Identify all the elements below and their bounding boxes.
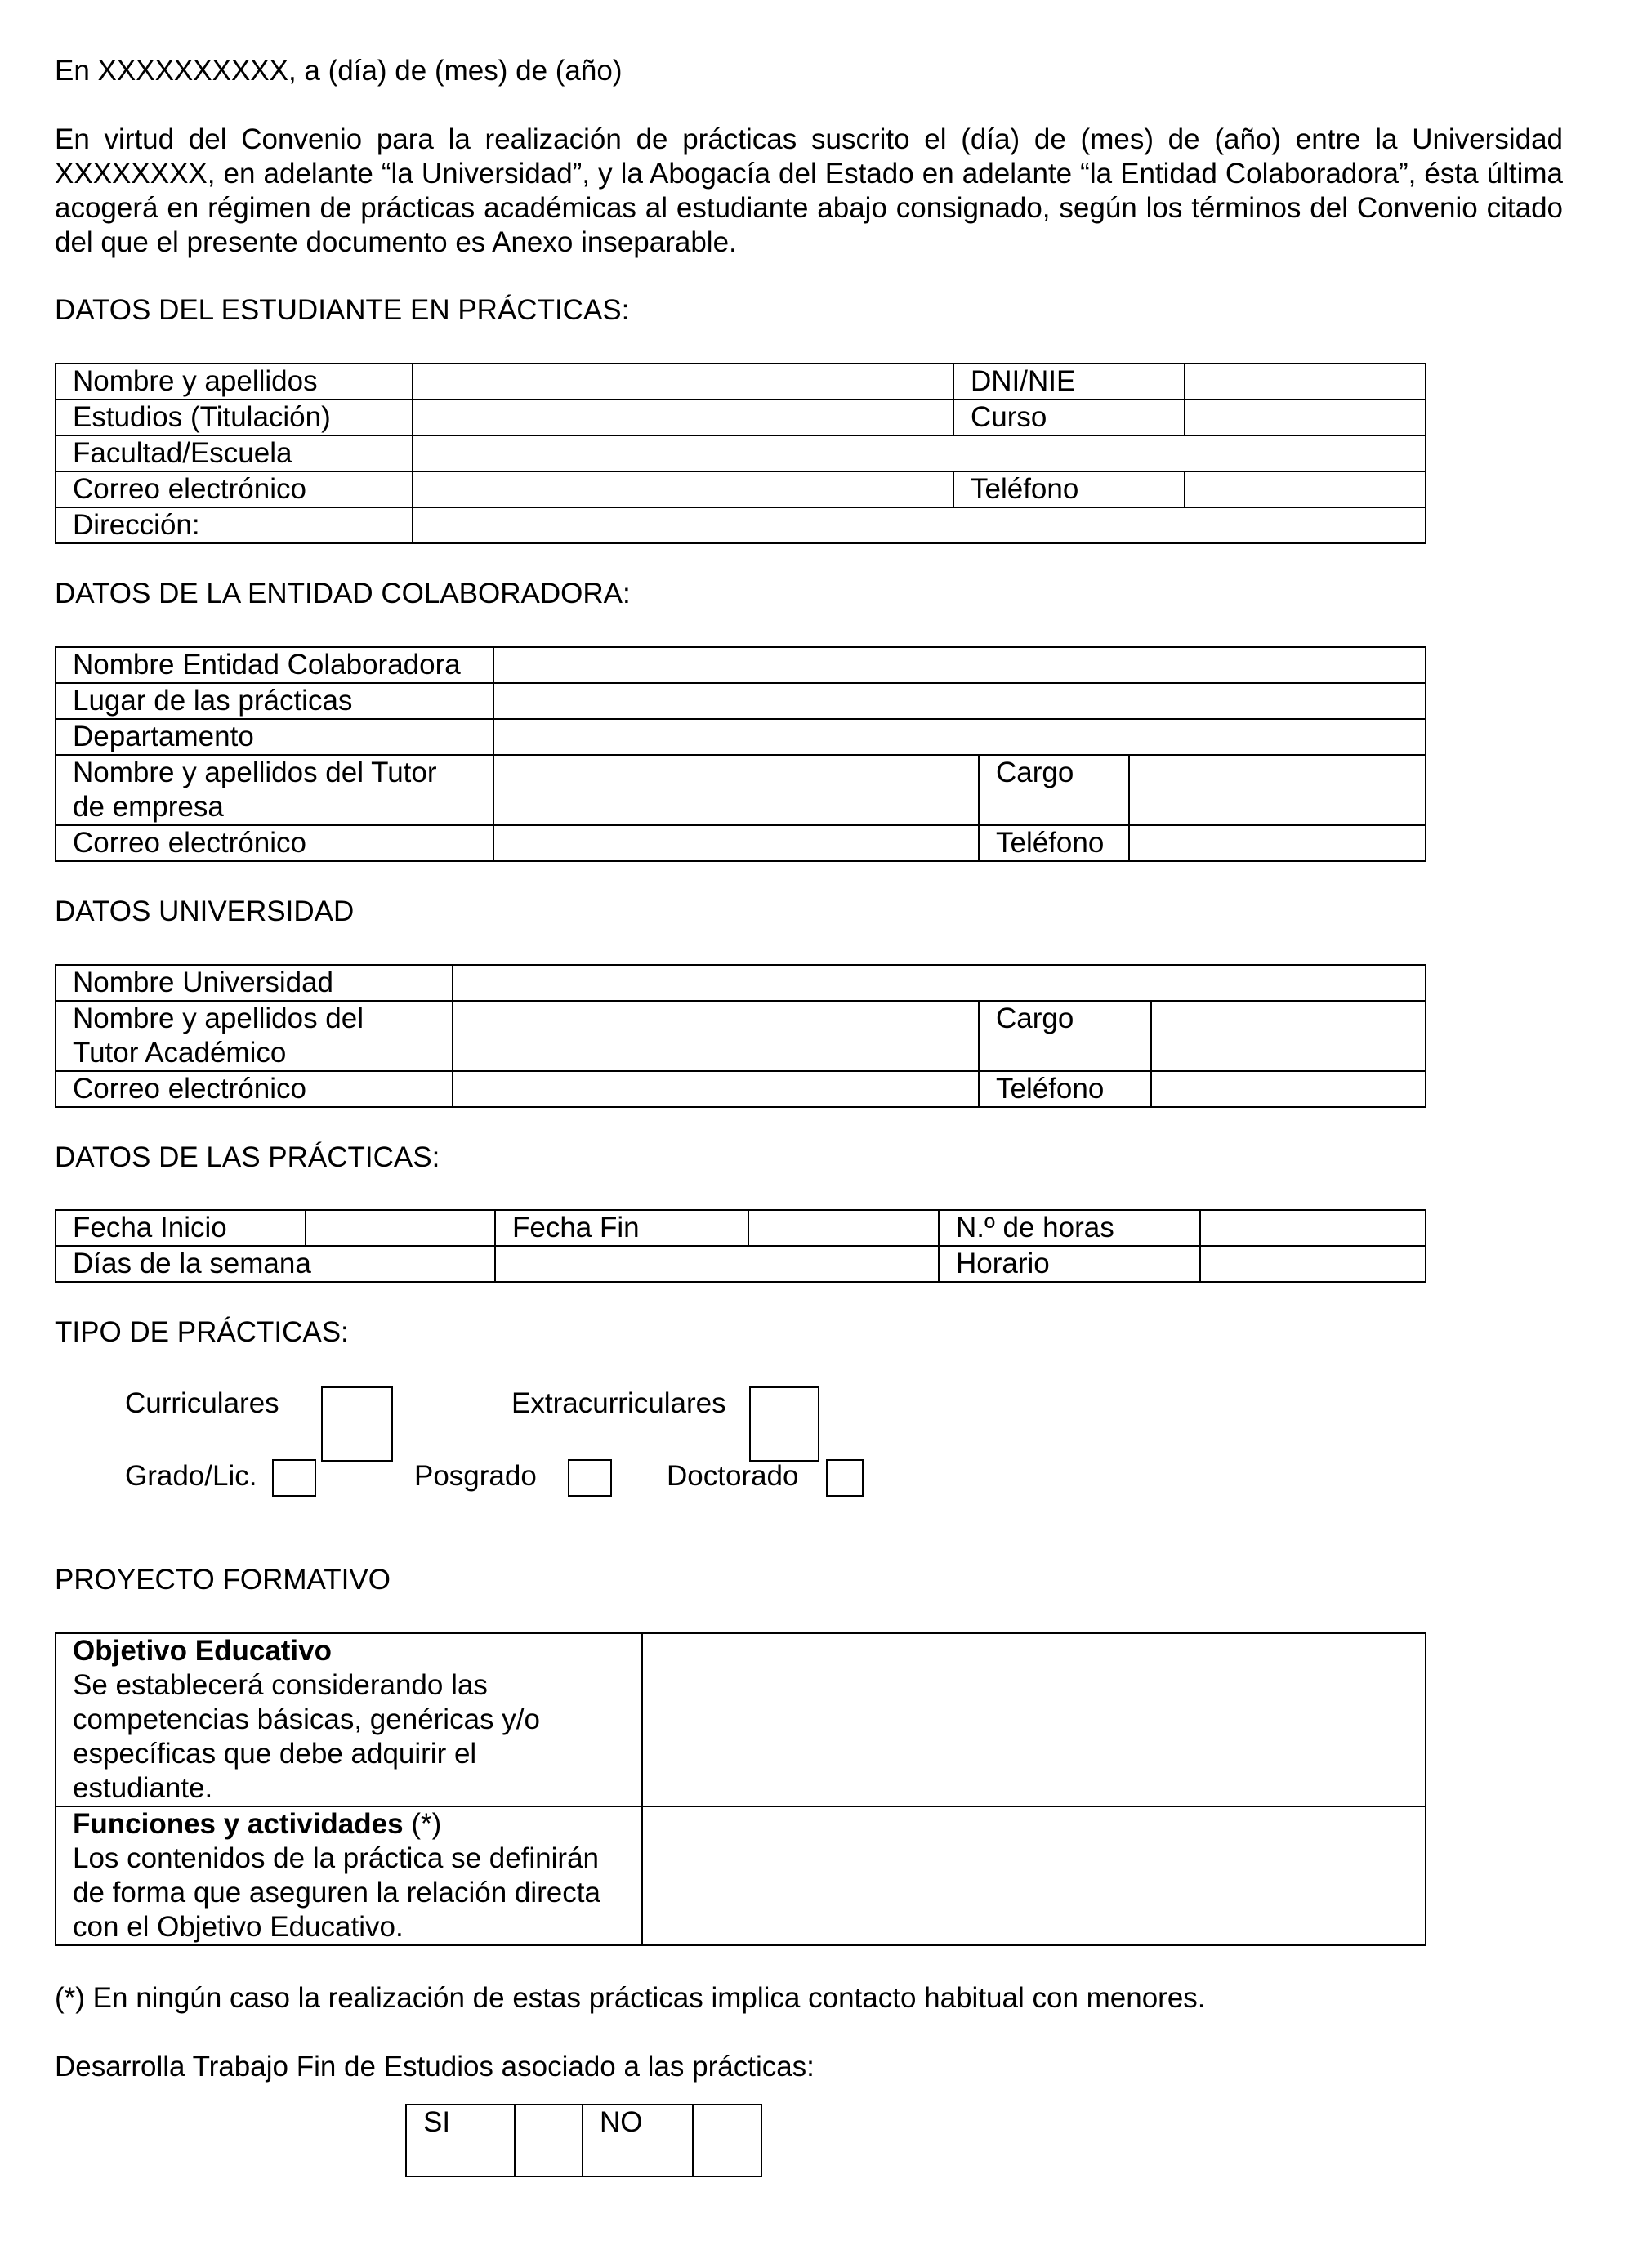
student-id-field[interactable] bbox=[1185, 364, 1426, 400]
functions-line3: con el Objetivo Educativo. bbox=[73, 1911, 404, 1943]
functions-label bbox=[56, 1806, 642, 1945]
tfe-yes-label: SI bbox=[406, 2105, 515, 2176]
table-row bbox=[56, 507, 1426, 543]
entity-department-field[interactable] bbox=[493, 719, 1426, 755]
student-course-field[interactable] bbox=[1185, 400, 1426, 435]
functions-line2: de forma que aseguren la relación directa bbox=[73, 1877, 600, 1909]
entity-tutor-field[interactable] bbox=[493, 755, 979, 825]
university-table bbox=[55, 964, 1426, 1108]
student-table bbox=[55, 363, 1426, 544]
student-address-field[interactable] bbox=[413, 507, 1426, 543]
degree-label: Grado/Lic. bbox=[125, 1460, 257, 1492]
university-name-field[interactable] bbox=[453, 965, 1426, 1001]
table-row bbox=[56, 435, 1426, 471]
university-tutor-label-line2: Tutor Académico bbox=[73, 1037, 287, 1069]
university-phone-label: Teléfono bbox=[979, 1071, 1151, 1107]
entity-department-label: Departamento bbox=[56, 719, 493, 755]
degree-checkbox[interactable] bbox=[272, 1459, 316, 1497]
entity-name-label: Nombre Entidad Colaboradora bbox=[56, 647, 493, 683]
objective-line3: específicas que debe adquirir el bbox=[73, 1738, 477, 1770]
functions-mark: (*) bbox=[403, 1808, 442, 1840]
student-name-label: Nombre y apellidos bbox=[56, 364, 413, 400]
entity-phone-field[interactable] bbox=[1129, 825, 1426, 861]
table-row bbox=[56, 400, 1426, 435]
entity-position-label: Cargo bbox=[979, 755, 1129, 825]
objective-title: Objetivo Educativo bbox=[73, 1635, 332, 1667]
tfe-question: Desarrolla Trabajo Fin de Estudios asociado a las prácticas: bbox=[55, 2051, 815, 2083]
weekdays-label: Días de la semana bbox=[56, 1246, 495, 1282]
weekdays-field[interactable] bbox=[495, 1246, 939, 1282]
entity-tutor-label-line2: de empresa bbox=[73, 791, 224, 823]
table-row bbox=[56, 471, 1426, 507]
table-row bbox=[56, 364, 1426, 400]
student-phone-field[interactable] bbox=[1185, 471, 1426, 507]
table-row bbox=[56, 1001, 1426, 1071]
end-date-label: Fecha Fin bbox=[495, 1210, 748, 1246]
start-date-field[interactable] bbox=[306, 1210, 495, 1246]
student-id-label: DNI/NIE bbox=[953, 364, 1185, 400]
project-table bbox=[55, 1632, 1426, 1946]
functions-field[interactable] bbox=[642, 1806, 1426, 1945]
university-phone-field[interactable] bbox=[1151, 1071, 1426, 1107]
student-faculty-field[interactable] bbox=[413, 435, 1426, 471]
student-address-label: Dirección: bbox=[56, 507, 413, 543]
university-email-field[interactable] bbox=[453, 1071, 979, 1107]
tfe-table bbox=[405, 2104, 762, 2177]
university-email-label: Correo electrónico bbox=[56, 1071, 453, 1107]
entity-heading: DATOS DE LA ENTIDAD COLABORADORA: bbox=[55, 578, 631, 609]
type-heading: TIPO DE PRÁCTICAS: bbox=[55, 1316, 349, 1348]
schedule-field[interactable] bbox=[1200, 1246, 1426, 1282]
student-email-field[interactable] bbox=[413, 471, 953, 507]
doctorate-checkbox[interactable] bbox=[826, 1459, 864, 1497]
functions-title: Funciones y actividades bbox=[73, 1808, 404, 1840]
university-name-label: Nombre Universidad bbox=[56, 965, 453, 1001]
university-position-field[interactable] bbox=[1151, 1001, 1426, 1071]
extracurricular-checkbox[interactable] bbox=[749, 1386, 819, 1462]
student-studies-field[interactable] bbox=[413, 400, 953, 435]
entity-tutor-label bbox=[56, 755, 493, 825]
project-heading: PROYECTO FORMATIVO bbox=[55, 1564, 391, 1596]
footnote: (*) En ningún caso la realización de estas prácticas implica contacto habitual con menores. bbox=[55, 1982, 1206, 2014]
table-row bbox=[56, 825, 1426, 861]
tfe-no-checkbox[interactable] bbox=[693, 2105, 761, 2176]
table-row bbox=[56, 1071, 1426, 1107]
tfe-yes-checkbox[interactable] bbox=[515, 2105, 583, 2176]
start-date-label: Fecha Inicio bbox=[56, 1210, 306, 1246]
entity-tutor-label-line1: Nombre y apellidos del Tutor bbox=[73, 757, 437, 788]
intro-paragraph: En virtud del Convenio para la realización de prácticas suscrito el (día) de (mes) de (año) entre la Universidad XXXXXXXX, en adelante “la Universidad”, y la Abogacía del Estado en adelante “la Entidad Colaboradora”, ésta última acogerá en régimen de prácticas académicas al estudiante abajo consignado, según los términos del Convenio citado del que el presente documento es Anexo inseparable. bbox=[55, 123, 1563, 258]
doctorate-label: Doctorado bbox=[667, 1460, 799, 1492]
table-row bbox=[406, 2105, 761, 2176]
internship-heading: DATOS DE LAS PRÁCTICAS: bbox=[55, 1141, 440, 1173]
table-row bbox=[56, 1633, 1426, 1806]
postgrad-checkbox[interactable] bbox=[568, 1459, 612, 1497]
student-studies-label: Estudios (Titulación) bbox=[56, 400, 413, 435]
entity-table bbox=[55, 646, 1426, 862]
objective-line2: competencias básicas, genéricas y/o bbox=[73, 1703, 540, 1735]
student-email-label: Correo electrónico bbox=[56, 471, 413, 507]
university-heading: DATOS UNIVERSIDAD bbox=[55, 895, 355, 927]
extracurricular-label: Extracurriculares bbox=[511, 1387, 726, 1419]
objective-line1: Se establecerá considerando las bbox=[73, 1669, 488, 1701]
objective-line4: estudiante. bbox=[73, 1772, 213, 1804]
table-row bbox=[56, 965, 1426, 1001]
student-faculty-label: Facultad/Escuela bbox=[56, 435, 413, 471]
table-row bbox=[56, 755, 1426, 825]
student-heading: DATOS DEL ESTUDIANTE EN PRÁCTICAS: bbox=[55, 294, 630, 326]
entity-phone-label: Teléfono bbox=[979, 825, 1129, 861]
internship-table bbox=[55, 1209, 1426, 1283]
entity-email-field[interactable] bbox=[493, 825, 979, 861]
table-row bbox=[56, 1246, 1426, 1282]
student-name-field[interactable] bbox=[413, 364, 953, 400]
table-row bbox=[56, 1210, 1426, 1246]
university-tutor-field[interactable] bbox=[453, 1001, 979, 1071]
student-course-label: Curso bbox=[953, 400, 1185, 435]
entity-email-label: Correo electrónico bbox=[56, 825, 493, 861]
hours-label: N.º de horas bbox=[939, 1210, 1200, 1246]
curricular-label: Curriculares bbox=[125, 1387, 279, 1419]
entity-place-label: Lugar de las prácticas bbox=[56, 683, 493, 719]
university-position-label: Cargo bbox=[979, 1001, 1151, 1071]
table-row bbox=[56, 683, 1426, 719]
entity-place-field[interactable] bbox=[493, 683, 1426, 719]
student-phone-label: Teléfono bbox=[953, 471, 1185, 507]
objective-field[interactable] bbox=[642, 1633, 1426, 1806]
objective-label bbox=[56, 1633, 642, 1806]
hours-field[interactable] bbox=[1200, 1210, 1426, 1246]
university-tutor-label-line1: Nombre y apellidos del bbox=[73, 1002, 364, 1034]
entity-position-field[interactable] bbox=[1129, 755, 1426, 825]
postgrad-label: Posgrado bbox=[414, 1460, 537, 1492]
table-row bbox=[56, 647, 1426, 683]
functions-line1: Los contenidos de la práctica se definirán bbox=[73, 1842, 600, 1874]
curricular-checkbox[interactable] bbox=[321, 1386, 393, 1462]
end-date-field[interactable] bbox=[748, 1210, 939, 1246]
table-row bbox=[56, 719, 1426, 755]
entity-name-field[interactable] bbox=[493, 647, 1426, 683]
tfe-no-label: NO bbox=[583, 2105, 693, 2176]
table-row bbox=[56, 1806, 1426, 1945]
place-date: En XXXXXXXXXX, a (día) de (mes) de (año) bbox=[55, 55, 623, 87]
schedule-label: Horario bbox=[939, 1246, 1200, 1282]
university-tutor-label bbox=[56, 1001, 453, 1071]
